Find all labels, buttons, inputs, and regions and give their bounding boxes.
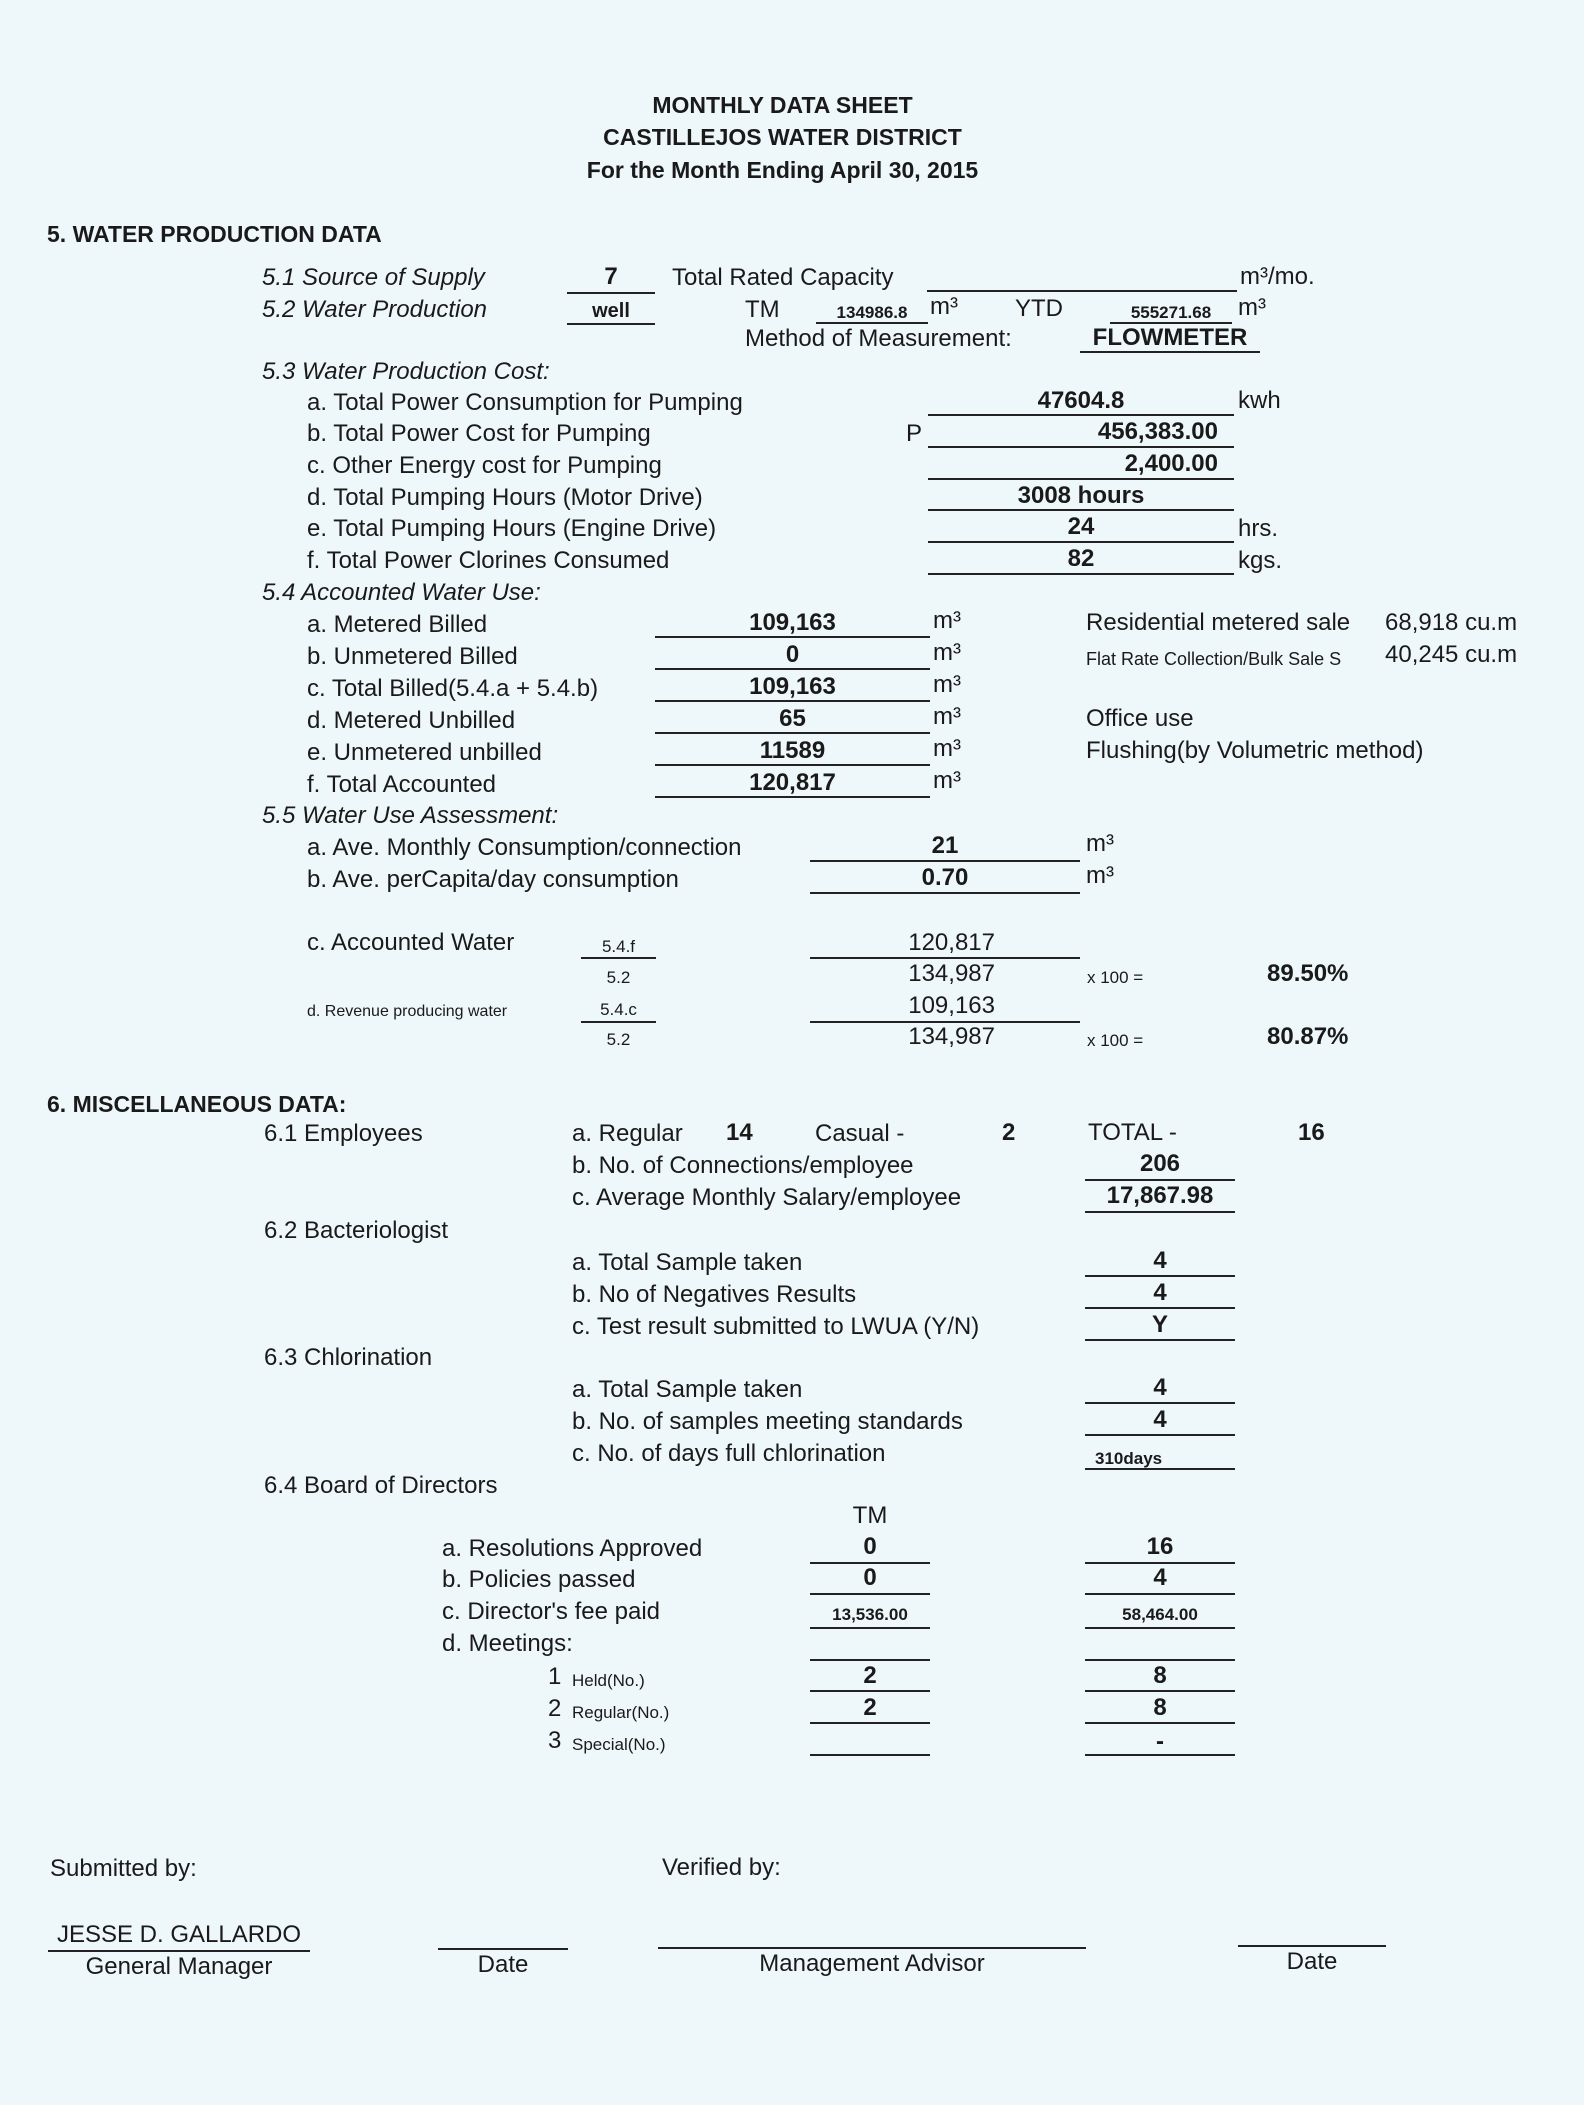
underline [567, 323, 655, 325]
engine-drive-hours-label: e. Total Pumping Hours (Engine Drive) [307, 515, 717, 542]
total-accounted-value: 120,817 [749, 769, 836, 796]
ytd-unit: m³ [1238, 294, 1266, 321]
board-of-directors-label: 6.4 Board of Directors [264, 1472, 498, 1499]
ave-monthly-consumption-value: 21 [931, 832, 959, 859]
chlorine-consumed-label: f. Total Power Clorines Consumed [307, 547, 670, 574]
office-use-note: Office use [1086, 705, 1194, 732]
regular-employees-label: a. Regular [572, 1120, 683, 1147]
source-of-supply-label: 5.1 Source of Supply [262, 264, 485, 291]
signature-line [658, 1947, 1086, 1949]
accounted-water-numerator: 120,817 [908, 929, 995, 956]
policies-passed-label: b. Policies passed [442, 1566, 636, 1593]
underline [810, 1690, 930, 1692]
signature-line [48, 1950, 310, 1952]
underline [810, 892, 1080, 894]
casual-employees-label: Casual - [815, 1120, 905, 1147]
underline [1085, 1627, 1235, 1629]
currency-symbol: P [906, 420, 923, 447]
underline [816, 322, 928, 324]
power-consumption-value: 47604.8 [1037, 387, 1125, 414]
underline [810, 1627, 930, 1629]
underline [1085, 1179, 1235, 1181]
method-value: FLOWMETER [1092, 324, 1248, 351]
policies-passed-ytd: 4 [1153, 1564, 1167, 1591]
chlor-meeting-standards-label: b. No. of samples meeting standards [572, 1408, 963, 1435]
underline [810, 1593, 930, 1595]
accounted-water-num-ref: 5.4.f [601, 937, 636, 956]
underline [1085, 1275, 1235, 1277]
unmetered-billed-unit: m³ [933, 639, 961, 666]
connections-per-employee-value: 206 [1139, 1150, 1181, 1177]
chlor-full-days-label: c. No. of days full chlorination [572, 1440, 886, 1467]
accounted-water-den-ref: 5.2 [606, 968, 631, 987]
underline [928, 573, 1234, 575]
underline [928, 446, 1234, 448]
chlor-meeting-standards-value: 4 [1153, 1406, 1167, 1433]
underline [1080, 351, 1260, 353]
underline [655, 796, 930, 798]
underline [810, 1722, 930, 1724]
total-billed-unit: m³ [933, 671, 961, 698]
submitted-by-label: Submitted by: [50, 1855, 197, 1882]
underline [567, 292, 655, 294]
unmetered-unbilled-unit: m³ [933, 735, 961, 762]
ytd-production-value: 555271.68 [1130, 303, 1212, 322]
underline [1085, 1659, 1235, 1661]
policies-passed-tm: 0 [863, 1564, 877, 1591]
underline [928, 478, 1234, 480]
engine-drive-hours-unit: hrs. [1238, 515, 1279, 542]
meeting-special-number: 3 [548, 1727, 562, 1754]
accounted-water-result: 89.50% [1267, 960, 1349, 987]
management-advisor-label: Management Advisor [759, 1950, 985, 1977]
employees-label: 6.1 Employees [264, 1120, 423, 1147]
chlor-full-days-value: 310days [1095, 1449, 1163, 1468]
underline [1085, 1468, 1235, 1470]
resolutions-approved-label: a. Resolutions Approved [442, 1535, 703, 1562]
water-production-value: well [592, 300, 630, 322]
underline [1085, 1307, 1235, 1309]
metered-billed-label: a. Metered Billed [307, 611, 488, 638]
underline [1085, 1434, 1235, 1436]
power-consumption-unit: kwh [1238, 387, 1281, 414]
accounted-water-operator: x 100 = [1087, 968, 1144, 987]
ave-monthly-consumption-unit: m³ [1086, 830, 1114, 857]
underline [655, 700, 930, 702]
engine-drive-hours-value: 24 [1067, 513, 1095, 540]
bact-result-submitted-label: c. Test result submitted to LWUA (Y/N) [572, 1313, 980, 1340]
underline [655, 636, 930, 638]
ave-per-capita-label: b. Ave. perCapita/day consumption [307, 866, 679, 893]
power-cost-value: 456,383.00 [1097, 418, 1218, 445]
accounted-water-label: c. Accounted Water [307, 929, 515, 956]
rated-capacity-unit: m³/mo. [1240, 263, 1315, 290]
underline [1085, 1754, 1235, 1756]
total-billed-value: 109,163 [749, 673, 836, 700]
underline [1085, 1722, 1235, 1724]
total-employees-value: 16 [1298, 1119, 1325, 1146]
directors-fee-label: c. Director's fee paid [442, 1598, 661, 1625]
meeting-regular-ytd: 8 [1153, 1694, 1167, 1721]
residential-sale-value: 68,918 cu.m [1385, 609, 1518, 636]
metered-unbilled-label: d. Metered Unbilled [307, 707, 516, 734]
underline [1085, 1211, 1235, 1213]
underline [1085, 1339, 1235, 1341]
accounted-water-use-label: 5.4 Accounted Water Use: [262, 579, 541, 606]
period-label: For the Month Ending April 30, 2015 [586, 157, 979, 183]
section-6-title: 6. MISCELLANEOUS DATA: [47, 1091, 347, 1117]
meeting-held-number: 1 [548, 1663, 562, 1690]
average-salary-value: 17,867.98 [1106, 1182, 1214, 1209]
submitter-name: JESSE D. GALLARDO [56, 1921, 302, 1948]
unmetered-unbilled-label: e. Unmetered unbilled [307, 739, 542, 766]
underline [810, 1754, 930, 1756]
total-employees-label: TOTAL - [1088, 1119, 1177, 1146]
meeting-regular-tm: 2 [863, 1694, 877, 1721]
unmetered-billed-value: 0 [785, 641, 800, 668]
fraction-bar [810, 957, 1080, 959]
metered-billed-value: 109,163 [749, 609, 836, 636]
directors-fee-ytd: 58,464.00 [1122, 1605, 1198, 1624]
method-label: Method of Measurement: [745, 325, 1012, 352]
revenue-producing-result: 80.87% [1267, 1023, 1349, 1050]
chlorine-consumed-value: 82 [1067, 545, 1095, 572]
revenue-producing-den-ref: 5.2 [606, 1030, 631, 1049]
water-production-label: 5.2 Water Production [262, 296, 488, 323]
flat-rate-note: Flat Rate Collection/Bulk Sale S [1086, 649, 1342, 669]
date-line [1238, 1945, 1386, 1947]
other-energy-cost-value: 2,400.00 [1124, 450, 1218, 477]
revenue-producing-num-ref: 5.4.c [600, 1000, 637, 1019]
ave-per-capita-unit: m³ [1086, 862, 1114, 889]
meeting-held-label: Held(No.) [572, 1671, 645, 1690]
production-cost-label: 5.3 Water Production Cost: [262, 358, 550, 385]
average-salary-label: c. Average Monthly Salary/employee [572, 1184, 962, 1211]
total-accounted-label: f. Total Accounted [307, 771, 497, 798]
metered-unbilled-unit: m³ [933, 703, 961, 730]
underline [928, 541, 1234, 543]
submitted-date-label: Date [477, 1951, 529, 1978]
underline [655, 764, 930, 766]
metered-billed-unit: m³ [933, 607, 961, 634]
directors-fee-tm: 13,536.00 [832, 1605, 908, 1624]
fraction-bar [581, 1021, 656, 1023]
other-energy-cost-label: c. Other Energy cost for Pumping [307, 452, 662, 479]
ytd-label: YTD [1015, 295, 1063, 322]
bacteriologist-label: 6.2 Bacteriologist [264, 1217, 449, 1244]
metered-unbilled-value: 65 [779, 705, 806, 732]
meeting-special-ytd: - [1156, 1728, 1164, 1755]
verified-date-label: Date [1286, 1948, 1338, 1975]
meeting-held-ytd: 8 [1153, 1662, 1167, 1689]
date-line [438, 1948, 568, 1950]
fraction-bar [581, 957, 656, 959]
bact-total-sample-label: a. Total Sample taken [572, 1249, 803, 1276]
underline [655, 668, 930, 670]
underline [928, 509, 1234, 511]
residential-sale-note: Residential metered sale [1086, 609, 1351, 636]
accounted-water-denominator: 134,987 [908, 960, 995, 987]
connections-per-employee-label: b. No. of Connections/employee [572, 1152, 914, 1179]
submitter-position: General Manager [85, 1953, 273, 1980]
rated-capacity-label: Total Rated Capacity [672, 264, 894, 291]
source-of-supply-value: 7 [604, 263, 618, 290]
underline [927, 290, 1237, 292]
underline [1085, 1690, 1235, 1692]
bact-total-sample-value: 4 [1153, 1247, 1167, 1274]
resolutions-approved-ytd: 16 [1146, 1533, 1174, 1560]
motor-drive-hours-label: d. Total Pumping Hours (Motor Drive) [307, 484, 703, 511]
underline [1085, 1402, 1235, 1404]
motor-drive-hours-value: 3008 hours [1017, 482, 1145, 509]
district-name: CASTILLEJOS WATER DISTRICT [603, 124, 962, 150]
revenue-producing-label: d. Revenue producing water [307, 1003, 508, 1020]
meeting-special-label: Special(No.) [572, 1735, 666, 1754]
casual-employees-value: 2 [1002, 1119, 1016, 1146]
meeting-held-tm: 2 [863, 1662, 877, 1689]
chlor-total-sample-label: a. Total Sample taken [572, 1376, 803, 1403]
underline [810, 1659, 930, 1661]
underline [928, 414, 1234, 416]
meetings-label: d. Meetings: [442, 1630, 573, 1657]
total-accounted-unit: m³ [933, 767, 961, 794]
revenue-producing-denominator: 134,987 [908, 1023, 995, 1050]
ave-per-capita-value: 0.70 [921, 864, 969, 891]
flat-rate-value: 40,245 cu.m [1385, 641, 1518, 668]
power-consumption-label: a. Total Power Consumption for Pumping [307, 389, 743, 416]
meeting-regular-label: Regular(No.) [572, 1703, 670, 1722]
unmetered-unbilled-value: 11589 [759, 737, 826, 764]
chlor-total-sample-value: 4 [1153, 1374, 1167, 1401]
total-billed-label: c. Total Billed(5.4.a + 5.4.b) [307, 675, 599, 702]
tm-unit: m³ [930, 293, 958, 320]
underline [655, 732, 930, 734]
section-5-title: 5. WATER PRODUCTION DATA [47, 221, 382, 247]
underline [1085, 1593, 1235, 1595]
verified-by-label: Verified by: [662, 1854, 781, 1881]
tm-column-header: TM [852, 1502, 888, 1529]
unmetered-billed-label: b. Unmetered Billed [307, 643, 518, 670]
tm-label: TM [745, 296, 780, 323]
tm-production-value: 134986.8 [836, 303, 908, 322]
power-cost-label: b. Total Power Cost for Pumping [307, 420, 651, 447]
meeting-regular-number: 2 [548, 1695, 562, 1722]
revenue-producing-operator: x 100 = [1087, 1031, 1144, 1050]
bact-negative-results-label: b. No of Negatives Results [572, 1281, 857, 1308]
resolutions-approved-tm: 0 [863, 1533, 877, 1560]
bact-negative-results-value: 4 [1153, 1279, 1167, 1306]
ave-monthly-consumption-label: a. Ave. Monthly Consumption/connection [307, 834, 742, 861]
regular-employees-value: 14 [726, 1119, 753, 1146]
bact-result-submitted-value: Y [1151, 1311, 1168, 1338]
revenue-producing-numerator: 109,163 [908, 992, 995, 1019]
chlorine-consumed-unit: kgs. [1238, 547, 1283, 574]
sheet-title: MONTHLY DATA SHEET [652, 92, 913, 118]
chlorination-label: 6.3 Chlorination [264, 1344, 433, 1371]
flushing-note: Flushing(by Volumetric method) [1086, 737, 1424, 764]
underline [810, 860, 1080, 862]
water-use-assessment-label: 5.5 Water Use Assessment: [262, 802, 559, 829]
